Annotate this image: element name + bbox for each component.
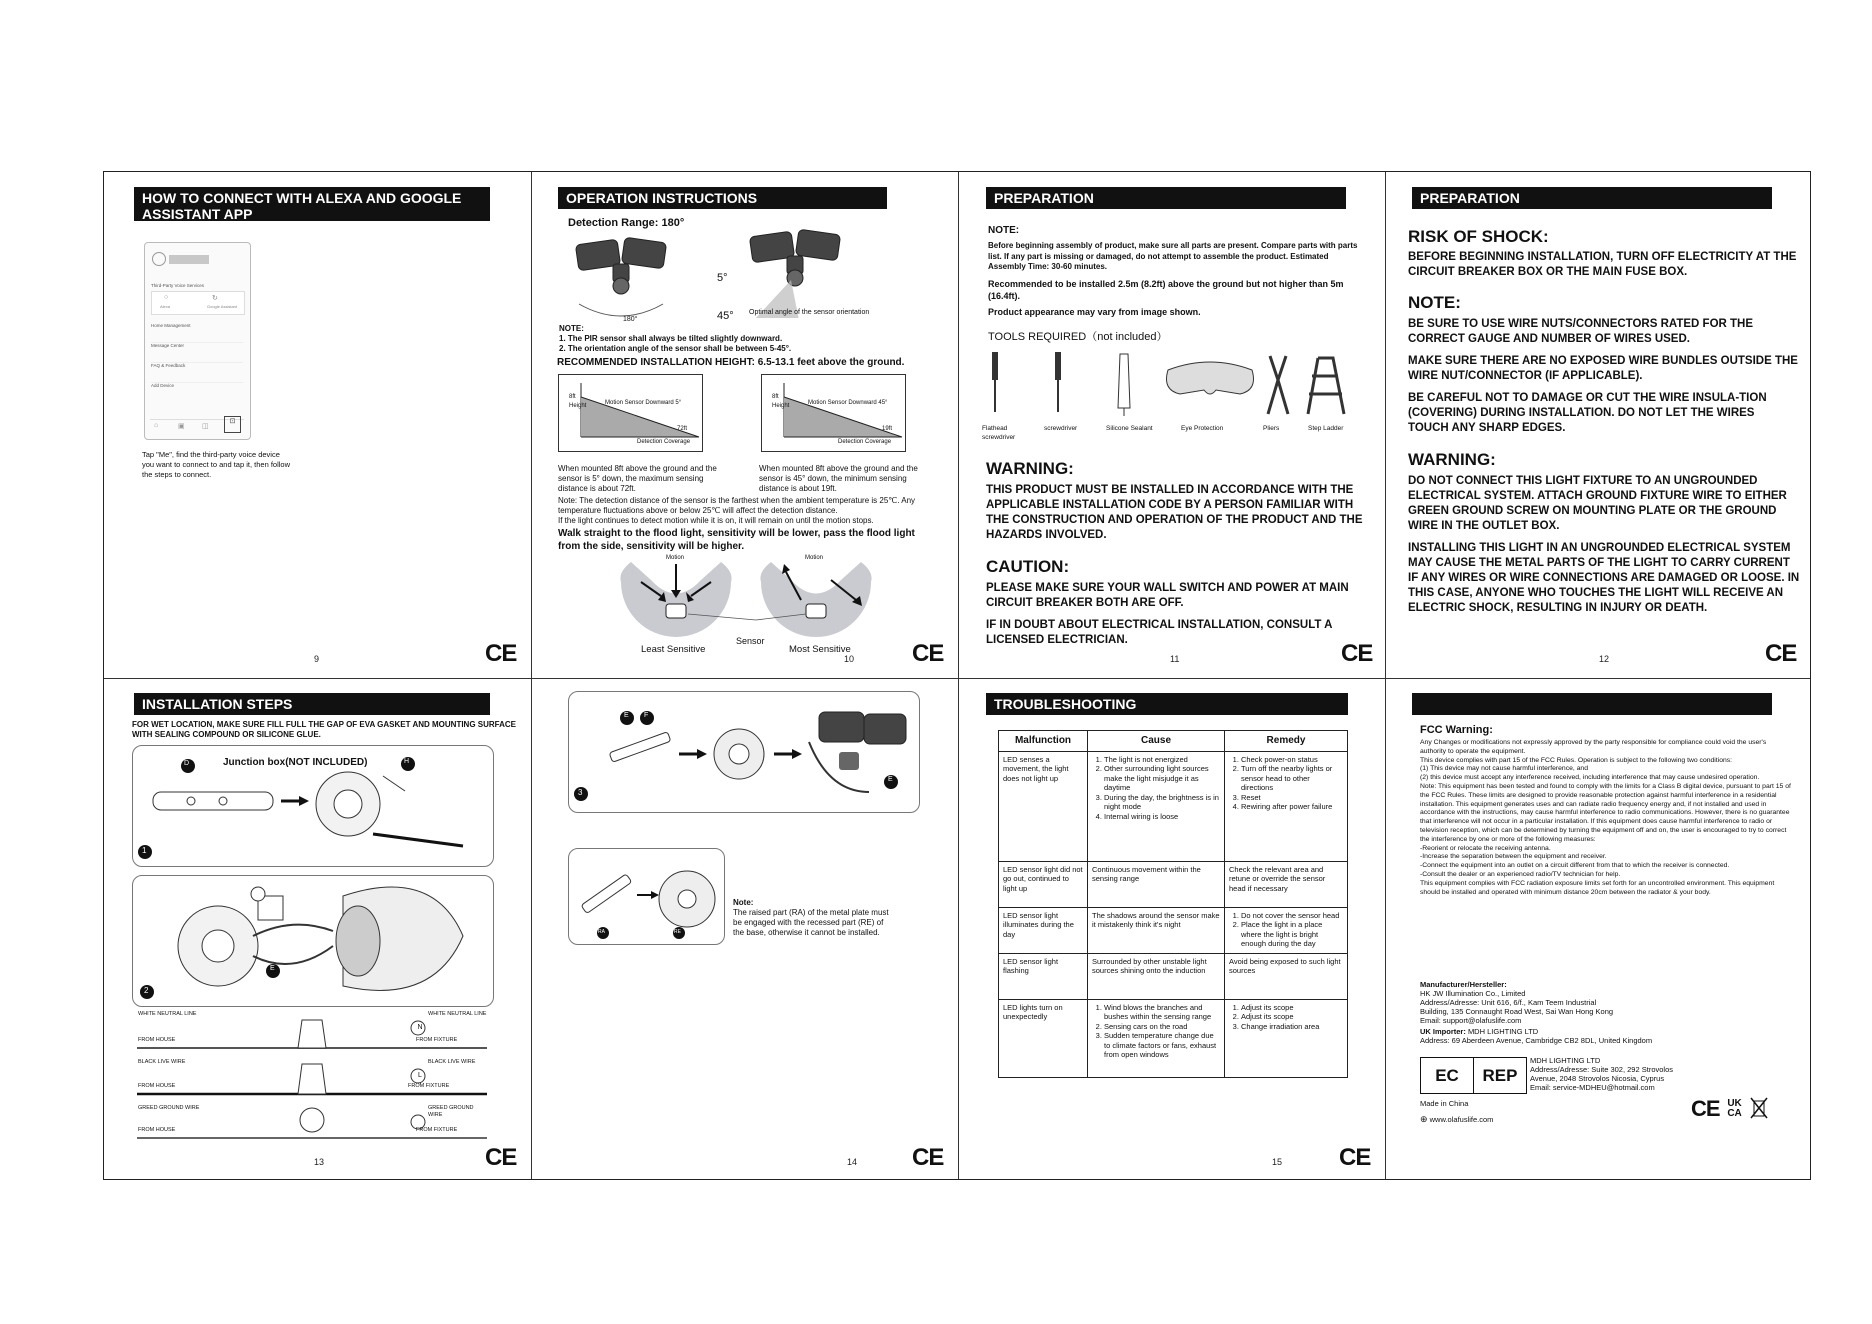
page-15 <box>958 678 1385 1181</box>
angle-5: 5° <box>717 272 728 284</box>
malfunction-cell: LED lights turn on unexpectedly <box>999 999 1088 1077</box>
wire-label: BLACK LIVE WIRE <box>138 1059 186 1065</box>
fcc-paragraph: This equipment complies with FCC radiation exposure limits set forth for an uncontrolled environment. This equipment should be installed and operated with minimum distance 20cm between the radiator & your body. <box>1420 879 1775 896</box>
ce-mark: CE <box>485 1144 517 1171</box>
list-item: 1. Adjust its scope <box>1241 1003 1343 1013</box>
malfunction-cell: LED sensor light illuminates during the day <box>999 907 1088 953</box>
sensitivity-figure <box>616 552 876 647</box>
ec-label: EC <box>1421 1058 1474 1093</box>
note-1: BE SURE TO USE WIRE NUTS/CONNECTORS RATED FOR THE CORRECT GAUGE AND NUMBER OF WIRES USED. <box>1408 318 1754 345</box>
motion-label: Motion <box>666 555 685 561</box>
cell-text: Surrounded by other unstable light sources shining onto the induction <box>1092 956 1207 975</box>
cause-cell <box>1088 999 1225 1077</box>
page-number: 14 <box>847 1157 858 1167</box>
tool-label: Flathead screwdriver <box>982 425 1016 441</box>
list-item: 2. Other surrounding light sources make the light misjudge it as daytime <box>1104 764 1220 793</box>
sensor-angle-label: Motion Sensor Downward 45° <box>808 400 888 406</box>
menu-list <box>151 323 243 402</box>
page-number: 9 <box>314 654 320 664</box>
wire-source-label: FROM HOUSE <box>138 1127 176 1133</box>
part-f-label: F <box>644 712 649 719</box>
coverage-diagram-45deg <box>761 374 906 452</box>
phone-screenshot <box>144 242 251 440</box>
list-item: 4. Rewiring after power failure <box>1241 802 1343 812</box>
weee-bin-icon <box>1750 1097 1768 1121</box>
fcc-text <box>1420 739 1792 897</box>
ce-mark: CE <box>485 640 517 667</box>
page-14 <box>531 678 958 1181</box>
page-number: 15 <box>1272 1157 1283 1167</box>
list-item: 3. During the day, the brightness is in night mode <box>1104 793 1220 812</box>
goggles-icon <box>1167 362 1254 394</box>
remedy-cell <box>1225 999 1348 1077</box>
rep-line: Address/Adresse: Suite 302, 292 Strovolos <box>1530 1065 1673 1074</box>
page-12 <box>1385 172 1812 678</box>
coverage-label: Detection Coverage <box>637 439 691 445</box>
wire-label: GREED GROUND WIRE <box>428 1105 474 1118</box>
cause-cell <box>1088 751 1225 861</box>
list-item: 1. Wind blows the branches and bushes within the sensing range <box>1104 1003 1220 1022</box>
height-label: 8ft Height <box>569 394 587 409</box>
tab-bar <box>150 419 244 434</box>
remedy-cell <box>1225 953 1348 999</box>
column-header: Cause <box>1088 731 1225 752</box>
fcc-paragraph: -Reorient or relocate the receiving antenna. <box>1420 844 1551 852</box>
tools-title: TOOLS REQUIRED（not included） <box>988 331 1168 343</box>
list-item: 2. Adjust its scope <box>1241 1012 1343 1022</box>
tool-label: screwdriver <box>1044 425 1078 432</box>
ce-mark: CE <box>1341 640 1373 667</box>
globe-icon: ⊕ <box>1420 1114 1428 1124</box>
warning-title: WARNING: <box>1408 450 1496 469</box>
fcc-paragraph: (1) This device may not cause harmful interference, and <box>1420 765 1588 773</box>
note-text: Before beginning assembly of product, make sure all parts are present. Compare parts with parts list. If any part is missing or damaged, do not attempt to assemble the product. Estimated Assembly Time: 30-60 minutes. <box>988 241 1358 271</box>
remedy-cell <box>1225 861 1348 907</box>
plate-alignment-figure <box>568 848 725 945</box>
note-3: BE CAREFUL NOT TO DAMAGE OR CUT THE WIRE INSULA-TION (COVERING) DURING INSTALLATION. DO NOT LET THE WIRES TOUCH ANY SHARP EDGES. <box>1408 392 1767 434</box>
warning-title: WARNING: <box>986 459 1074 478</box>
install-step-3-figure <box>568 691 920 813</box>
screwdriver-icon <box>1055 352 1061 412</box>
made-in-china: Made in China <box>1420 1099 1469 1108</box>
fcc-paragraph: Note: This equipment has been tested and found to comply with the limits for a Class B digital device, pursuant to part 15 of the FCC Rules. These limits are designed to provide reasonable protection against harmful interference in a residential installation. This equipment generates uses and can radiate radio frequency energy and, if not installed and used in accordance with the instructions, may cause harmful interference to radio communications. However, there is no guarantee that interference will not occur in a particular installation. If this equipment does cause harmful interference to radio or television reception, which can be determined by turning the equipment off and on, the user is encouraged to try to correct the interference by one or more of the following measures: <box>1420 782 1791 843</box>
floodlight-right <box>749 229 840 318</box>
fcc-paragraph: -Consult the dealer or an experienced radio/TV technician for help. <box>1420 870 1621 878</box>
page-number: 11 <box>1170 654 1180 664</box>
column-header: Malfunction <box>999 731 1088 752</box>
table-row <box>999 751 1348 861</box>
cell-text: Avoid being exposed to such light sources <box>1229 956 1341 975</box>
wire-source-label: FROM HOUSE <box>138 1083 176 1089</box>
sealant-icon <box>1118 354 1130 416</box>
menu-item[interactable]: Message Center <box>151 343 243 363</box>
manual-sheet <box>103 171 1811 1180</box>
table-row <box>999 907 1348 953</box>
desc-5deg: When mounted 8ft above the ground and the sensor is 5° down, the maximum sensing distance is about 72ft. <box>558 464 717 493</box>
recommended-height: RECOMMENDED INSTALLATION HEIGHT: 6.5-13.1 feet above the ground. <box>557 357 905 368</box>
ce-mark: CE <box>1339 1144 1371 1171</box>
list-item: 1. The light is not energized <box>1104 755 1220 765</box>
note-label: NOTE: <box>559 324 584 333</box>
list-item: 3. Reset <box>1241 793 1343 803</box>
page-11 <box>958 172 1385 678</box>
appearance-text: Product appearance may vary from image shown. <box>988 307 1201 317</box>
note-2: 2. The orientation angle of the sensor shall be between 5-45°. <box>559 344 792 353</box>
plate-note <box>733 898 893 938</box>
wire-label: GREED GROUND WIRE <box>138 1105 200 1111</box>
note-text: The raised part (RA) of the metal plate must be engaged with the recessed part (RE) of the base, otherwise it cannot be installed. <box>733 908 889 937</box>
wet-location-note: FOR WET LOCATION, MAKE SURE FILL FULL THE GAP OF EVA GASKET AND MOUNTING SURFACE WITH SEALING COMPOUND OR SILICONE GLUE. <box>132 720 516 739</box>
cell-text: Continuous movement within the sensing range <box>1092 864 1201 883</box>
ce-mark: CE <box>1691 1096 1720 1121</box>
install-step-2-figure <box>132 875 494 1007</box>
page-13 <box>104 678 531 1181</box>
distance-label: 72ft <box>677 426 688 432</box>
angle-180: 180° <box>623 316 638 323</box>
motion-label: Motion <box>805 555 824 561</box>
ce-mark: CE <box>1765 640 1797 667</box>
angle-45: 45° <box>717 310 734 322</box>
sensor-angle-figure <box>559 228 919 318</box>
junction-label: Junction box(NOT INCLUDED) <box>223 757 368 768</box>
note-2: MAKE SURE THERE ARE NO EXPOSED WIRE BUNDLES OUTSIDE THE WIRE NUT/CONNECTOR (IF APPLICABLE). <box>1408 355 1798 382</box>
manufacturer-line: Email: support@olafuslife.com <box>1420 1016 1522 1025</box>
remedy-cell <box>1225 907 1348 953</box>
optimal-angle-label: Optimal angle of the sensor orientation <box>749 309 870 316</box>
remedy-cell <box>1225 751 1348 861</box>
scene-icon[interactable]: ▣ <box>178 423 185 430</box>
walk-instructions: Walk straight to the flood light, sensitivity will be lower, pass the flood light from the side, sensitivity will be higher. <box>558 528 915 552</box>
list-item: 1. Do not cover the sensor head <box>1241 911 1343 921</box>
rep-label: REP <box>1482 1065 1518 1085</box>
menu-item[interactable]: FAQ & Feedback <box>151 363 243 383</box>
least-sensitive-label: Least Sensitive <box>641 644 706 655</box>
ukca-mark: UK CA <box>1727 1098 1742 1119</box>
fcc-paragraph: -Connect the equipment into an outlet on a circuit different from that to which the receiver is connected. <box>1420 862 1730 870</box>
warning-2: INSTALLING THIS LIGHT IN AN UNGROUNDED ELECTRICAL SYSTEM MAY CAUSE THE METAL PARTS OF THE LIGHT TO CARRY CURRENT IF ANY WIRES OR WIRE CONNECTIONS ARE DAMAGED OR LOOSE. IN THIS CASE, ANYONE WHO TOUCHES THE LIGHT WILL RECEIVE AN ELECTRIC SHOCK, RESULTING IN INJURY OR DEATH. <box>1408 542 1800 614</box>
detection-range: Detection Range: 180° <box>568 217 685 229</box>
live-symbol: L <box>418 1072 422 1079</box>
voice-services-card[interactable]: ○ Alexa ↻ Google Assistant <box>151 291 245 315</box>
manufacturer-title: Manufacturer/Hersteller: <box>1420 980 1507 989</box>
page-title: TROUBLESHOOTING <box>986 693 1348 715</box>
manufacturer-line: HK JW Illumination Co., Limited <box>1420 989 1526 998</box>
distance-label: 19ft <box>882 426 893 432</box>
manufacturer-line: Address/Adresse: Unit 616, 6/f., Kam Teem Industrial <box>1420 998 1597 1007</box>
coverage-label: Detection Coverage <box>838 439 892 445</box>
wire-label: WHITE NEUTRAL LINE <box>138 1011 197 1017</box>
page-10 <box>531 172 958 678</box>
sensor-label: Sensor <box>736 636 765 646</box>
avatar <box>152 252 166 266</box>
note-label: NOTE: <box>988 225 1020 236</box>
note-1: 1. The PIR sensor shall always be tilted slightly downward. <box>559 334 783 343</box>
tool-label: Pliers <box>1263 425 1280 432</box>
warning-1: DO NOT CONNECT THIS LIGHT FIXTURE TO AN UNGROUNDED ELECTRICAL SYSTEM. ATTACH GROUND FIXTURE WIRE TO EITHER GREEN GROUND SCREW ON MOUNTING PLATE OR THE GROUND WIRE IN THE OUTLET BOX. <box>1408 475 1787 532</box>
most-sensitive-label: Most Sensitive <box>789 644 851 655</box>
fcc-paragraph: Any Changes or modifications not expressly approved by the party responsible for compliance could void the user's authority to operate the equipment. <box>1420 739 1767 755</box>
page-number: 12 <box>1599 654 1610 664</box>
sensor-angle-label: Motion Sensor Downward 5° <box>605 400 682 406</box>
list-item: 2. Sensing cars on the road <box>1104 1022 1220 1032</box>
page-title: PREPARATION <box>986 187 1346 209</box>
wire-source-label: FROM HOUSE <box>138 1037 176 1043</box>
uk-importer-address: Address: 69 Aberdeen Avenue, Cambridge CB2 8DL, United Kingdom <box>1420 1036 1653 1045</box>
caution-title: CAUTION: <box>986 557 1070 576</box>
warning-text: THIS PRODUCT MUST BE INSTALLED IN ACCORDANCE WITH THE APPLICABLE INSTALLATION CODE BY A PERSON FAMILIAR WITH THE CONSTRUCTION AND OPERATION OF THE PRODUCT AND THE HAZARDS INVOLVED. <box>986 484 1363 541</box>
cell-text: Check the relevant area and retune or override the sensor head if necessary <box>1229 864 1326 893</box>
ce-mark: CE <box>912 1144 944 1171</box>
list-item: 3. Sudden temperature change due to climate factors or fans, exhaust from open windows <box>1104 1031 1220 1060</box>
menu-item[interactable]: Home Management <box>151 323 243 343</box>
page-title: HOW TO CONNECT WITH ALEXA AND GOOGLE ASSISTANT APP <box>134 187 490 221</box>
list-item: 3. Change irradiation area <box>1241 1022 1343 1032</box>
step-number: 3 <box>578 788 583 797</box>
cause-cell <box>1088 861 1225 907</box>
me-tab-icon[interactable]: ⊡ <box>224 416 241 433</box>
uk-importer-label: UK Importer: <box>1420 1027 1466 1036</box>
fcc-paragraph: (2) this device must accept any interference received, including interference that may cause undesired operation. <box>1420 774 1760 782</box>
tool-label: Silicone Sealant <box>1106 425 1153 432</box>
step-number: 2 <box>144 986 149 995</box>
wiring-diagram <box>132 1010 492 1145</box>
website-link[interactable]: www.olafuslife.com <box>1429 1115 1494 1124</box>
pliers-icon <box>1268 356 1288 414</box>
flathead-screwdriver-icon <box>992 352 998 412</box>
note-label: Note: <box>733 898 754 907</box>
table-row <box>999 953 1348 999</box>
coverage-diagram-5deg <box>558 374 703 452</box>
page-header-bar <box>1412 693 1772 715</box>
rep-line: Avenue, 2048 Strovolos Nicosia, Cyprus <box>1530 1074 1665 1083</box>
recommend-text: Recommended to be installed 2.5m (8.2ft) above the ground but not higher than 5m (16.4ft). <box>988 279 1344 301</box>
ec-rep-mark <box>1420 1057 1527 1094</box>
risk-title: RISK OF SHOCK: <box>1408 227 1549 246</box>
google-option[interactable]: Google Assistant <box>207 304 238 309</box>
tool-label: Step Ladder <box>1308 425 1344 432</box>
part-e-label: E <box>888 776 893 783</box>
table-row <box>999 999 1348 1077</box>
cause-cell <box>1088 907 1225 953</box>
fcc-title: FCC Warning: <box>1420 724 1493 736</box>
page-title: OPERATION INSTRUCTIONS <box>558 187 887 209</box>
temperature-note: Note: The detection distance of the sensor is the farthest when the ambient temperature is 25℃. Any temperature fluctuations above or below 25℃ will affect the detection distance. <box>558 496 916 515</box>
rep-line: MDH LIGHTING LTD <box>1530 1056 1601 1065</box>
malfunction-cell: LED senses a movement, the light does not light up <box>999 751 1088 861</box>
caution-text-1: PLEASE MAKE SURE YOUR WALL SWITCH AND POWER AT MAIN CIRCUIT BREAKER BOTH ARE OFF. <box>986 582 1349 609</box>
fcc-paragraph: This device complies with part 15 of the FCC Rules. Operation is subject to the following two conditions: <box>1420 756 1733 764</box>
home-icon[interactable]: ⌂ <box>154 422 159 429</box>
rep-line: Email: service-MDHEU@hotmail.com <box>1530 1083 1655 1092</box>
part-e-label: E <box>270 965 275 972</box>
install-step-1-figure <box>132 745 494 867</box>
troubleshooting-table <box>998 730 1348 1078</box>
floodlight-left <box>575 237 666 316</box>
height-label: 8ft Height <box>772 394 790 409</box>
table-row <box>999 861 1348 907</box>
page-9 <box>104 172 531 678</box>
neutral-symbol: N <box>417 1024 423 1031</box>
smart-icon[interactable]: ◫ <box>202 423 209 430</box>
manufacturer-line: Building, 135 Connaught Road West, Sai Wan Hong Kong <box>1420 1007 1614 1016</box>
wire-source-label: FROM FIXTURE <box>416 1037 458 1043</box>
malfunction-cell: LED sensor light did not go out, continued to light up <box>999 861 1088 907</box>
alexa-option[interactable]: Alexa <box>160 304 171 309</box>
wire-label: BLACK LIVE WIRE <box>428 1059 476 1065</box>
compliance-marks <box>1691 1096 1768 1122</box>
phone-caption: Tap "Me", find the third-party voice device you want to connect to and tap it, then follow the steps to connect. <box>142 450 291 479</box>
list-item: 1. Check power-on status <box>1241 755 1343 765</box>
motion-note: If the light continues to detect motion while it is on, it will remain on until the motion stops. <box>558 516 874 525</box>
part-d-label: D <box>184 760 190 767</box>
fcc-paragraph: -Increase the separation between the equipment and receiver. <box>1420 853 1607 861</box>
column-header: Remedy <box>1225 731 1348 752</box>
wire-label: WHITE NEUTRAL LINE <box>428 1011 487 1017</box>
ce-mark: CE <box>912 640 944 667</box>
page-title: INSTALLATION STEPS <box>134 693 490 715</box>
user-name-placeholder <box>169 255 209 264</box>
page-number: 10 <box>844 654 855 664</box>
cause-cell <box>1088 953 1225 999</box>
part-e-label: E <box>624 712 629 719</box>
list-item: 2. Place the light in a place where the light is bright enough during the day <box>1241 920 1343 949</box>
tool-label: Eye Protection <box>1181 425 1224 432</box>
tools-figure <box>978 350 1368 420</box>
note-title: NOTE: <box>1408 293 1461 312</box>
wire-source-label: FROM FIXTURE <box>408 1083 450 1089</box>
malfunction-cell: LED sensor light flashing <box>999 953 1088 999</box>
list-item: 4. Internal wiring is loose <box>1104 812 1220 822</box>
third-party-label: Third-Party Voice Services <box>151 283 205 288</box>
manufacturer-block <box>1420 980 1792 1045</box>
page-number: 13 <box>314 1157 325 1167</box>
cell-text: The shadows around the sensor make it mistakenly think it's night <box>1092 910 1220 929</box>
risk-text: BEFORE BEGINNING INSTALLATION, TURN OFF ELECTRICITY AT THE CIRCUIT BREAKER BOX OR THE MAIN FUSE BOX. <box>1408 251 1797 278</box>
step-ladder-icon <box>1308 358 1344 414</box>
website-row <box>1420 1114 1493 1125</box>
uk-importer-name: MDH LIGHTING LTD <box>1467 1027 1539 1036</box>
page-16 <box>1385 678 1812 1181</box>
caution-text-2: IF IN DOUBT ABOUT ELECTRICAL INSTALLATION, CONSULT A LICENSED ELECTRICIAN. <box>986 619 1333 646</box>
menu-item[interactable]: Add Device <box>151 383 175 388</box>
ec-rep-address <box>1530 1056 1750 1092</box>
wire-source-label: FROM FIXTURE <box>416 1127 458 1133</box>
part-h-label: H <box>404 758 410 765</box>
list-item: 2. Turn off the nearby lights or sensor head to other directions <box>1241 764 1343 793</box>
part-re-label: RE <box>674 929 681 935</box>
part-ra-label: RA <box>598 929 605 935</box>
page-title: PREPARATION <box>1412 187 1772 209</box>
desc-45deg: When mounted 8ft above the ground and the sensor is 45° down, the minimum sensing distance is about 19ft. <box>759 464 918 493</box>
step-number: 1 <box>142 846 147 855</box>
